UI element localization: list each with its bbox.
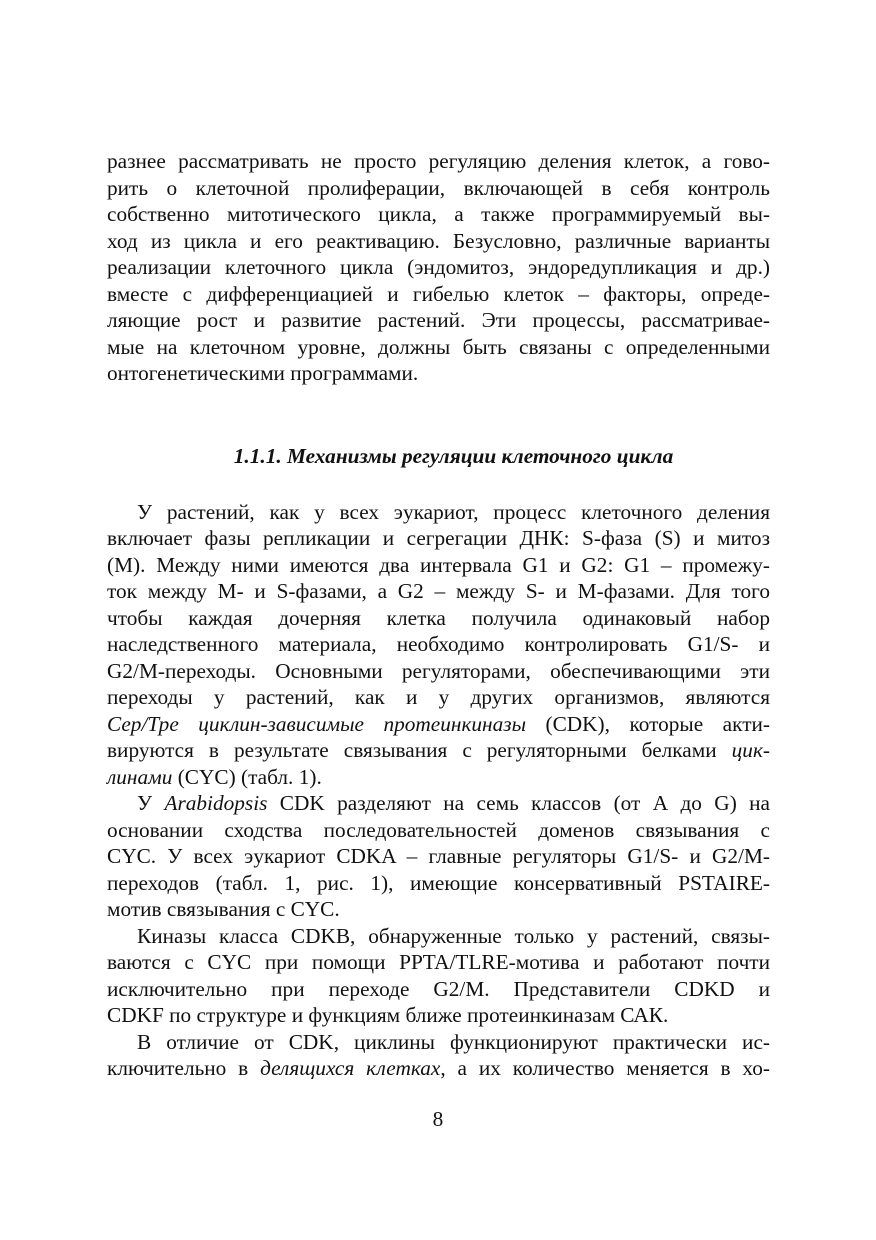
text-line: мые на клеточном уровне, должны быть связаны с определенными — [107, 334, 770, 359]
text-line — [107, 737, 770, 764]
text-line: чтобы каждая дочерняя клетка получила одинаковый набор — [107, 605, 770, 630]
text-line — [107, 711, 770, 738]
text-fragment: (CDK), которые акти- — [526, 711, 770, 736]
text-line: вместе с дифференциацией и гибелью клеток – факторы, опреде- — [107, 281, 770, 306]
paragraph-arabidopsis-cdk — [107, 790, 770, 923]
text-fragment: У — [137, 791, 165, 815]
italic-term: Сер/Тре циклин-зависимые протеинкиназы — [107, 711, 527, 736]
text-line: включает фазы репликации и сегрегации ДНК: S-фаза (S) и митоз — [107, 526, 770, 550]
text-fragment: CDK разделяют на семь классов (от А до G) на — [267, 791, 770, 815]
text-line: У растений, как у всех эукариот, процесс клеточного деления — [137, 499, 770, 524]
intro-paragraph — [107, 148, 770, 387]
text-line: исключительно при переходе G2/M. Представители CDKD и — [107, 976, 770, 1001]
text-line: переходов (табл. 1, рис. 1), имеющие консервативный PSTAIRE- — [107, 870, 770, 895]
section-heading: 1.1.1. Механизмы регуляции клеточного цикла — [233, 443, 674, 468]
text-line: мотив связывания с CYC. — [107, 897, 340, 921]
italic-term: Arabidopsis — [164, 791, 268, 815]
text-fragment: ключительно в — [107, 1056, 261, 1080]
italic-term: делящихся клетках — [260, 1056, 441, 1080]
text-fragment: , а их количество меняется в хо- — [440, 1056, 770, 1080]
text-line — [107, 790, 770, 817]
paragraph-cdkb-kinases — [107, 923, 770, 1029]
text-line: Киназы класса CDKB, обнаруженные только у растений, связы- — [137, 923, 770, 948]
text-line — [107, 1055, 770, 1082]
text-line: собственно митотического цикла, а также программируемый вы- — [107, 202, 770, 226]
text-line: онтогенетическими программами. — [107, 361, 419, 385]
text-line: ляющие рост и развитие растений. Эти процессы, рассматривае- — [107, 308, 770, 332]
text-line: реализации клеточного цикла (эндомитоз, эндоредупликация и др.) — [107, 255, 770, 279]
text-line: G2/M-переходы. Основными регуляторами, обеспечивающими эти — [107, 658, 770, 683]
text-fragment: вируются в результате связывания с регуляторными белками — [107, 738, 732, 762]
paragraph-cell-cycle-phases — [107, 499, 770, 791]
text-line: ваются с CYC при помощи PPTA/TLRE-мотива и работают почти — [107, 950, 770, 974]
text-line: наследственного материала, необходимо контролировать G1/S- и — [107, 632, 770, 656]
text-line: CYC. У всех эукариот CDKA – главные регуляторы G1/S- и G2/M- — [107, 844, 770, 868]
italic-term: цик- — [731, 738, 770, 762]
text-line: разнее рассматривать не просто регуляцию деления клеток, а гово- — [107, 149, 770, 173]
text-line: ток между М- и S-фазами, а G2 – между S- и М-фазами. Для того — [107, 579, 770, 603]
text-line: В отличие от CDK, циклины функционируют практически ис- — [137, 1029, 770, 1054]
page-number: 8 — [432, 1107, 444, 1131]
text-line: (М). Между ними имеются два интервала G1 и G2: G1 – промежу- — [107, 552, 770, 577]
text-line: CDKF по структуре и функциям ближе протеинкиназам САК. — [107, 1003, 669, 1027]
text-line — [107, 764, 770, 791]
text-line: основании сходства последовательностей доменов связывания с — [107, 817, 770, 842]
paragraph-cyclins — [107, 1029, 770, 1082]
italic-term: линами — [107, 764, 173, 789]
text-line: ход из цикла и его реактивацию. Безусловно, различные варианты — [107, 228, 770, 253]
text-line: рить о клеточной пролиферации, включающей в себя контроль — [107, 175, 770, 200]
text-fragment: (CYC) (табл. 1). — [172, 764, 322, 789]
page-body — [107, 148, 770, 1082]
text-line: переходы у растений, как и у других организмов, являются — [107, 685, 770, 709]
